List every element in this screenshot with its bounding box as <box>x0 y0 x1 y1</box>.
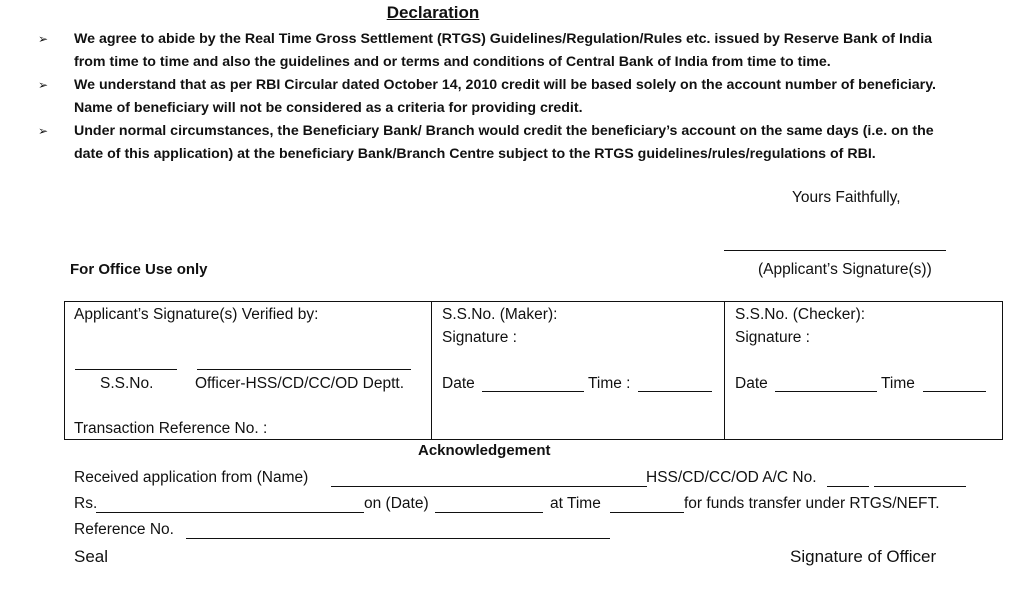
received-from-label: Received application from (Name) <box>74 469 309 486</box>
maker-time-line[interactable] <box>638 391 712 392</box>
verified-by-heading: Applicant’s Signature(s) Verified by: <box>74 306 319 323</box>
bullet-2-line-2: Name of beneficiary will not be considered as a criteria for providing credit. <box>74 100 583 116</box>
maker-date-label: Date <box>442 375 475 392</box>
acknowledgement-title: Acknowledgement <box>418 442 551 459</box>
ss-no-label: S.S.No. <box>100 375 154 392</box>
ss-no-signature-line[interactable] <box>75 369 177 370</box>
transaction-reference-label: Transaction Reference No. : <box>74 420 268 437</box>
checker-ss-no-label: S.S.No. (Checker): <box>735 306 866 323</box>
ac-no-label: HSS/CD/CC/OD A/C No. <box>646 469 817 486</box>
checker-time-label: Time <box>881 375 915 392</box>
amount-line[interactable] <box>96 512 364 513</box>
ac-no-line-1[interactable] <box>827 486 869 487</box>
checker-date-label: Date <box>735 375 768 392</box>
officer-dept-label: Officer-HSS/CD/CC/OD Deptt. <box>195 375 405 392</box>
officer-signature-line[interactable] <box>197 369 411 370</box>
maker-signature-label: Signature : <box>442 329 517 346</box>
checker-cell <box>725 302 1003 440</box>
bullet-1-line-2: from time to time and also the guidelines and or terms and conditions of Central Bank of India from time to time. <box>74 54 831 70</box>
applicant-signature-label: (Applicant’s Signature(s)) <box>758 261 932 278</box>
maker-cell <box>432 302 725 440</box>
reference-no-line[interactable] <box>186 538 610 539</box>
maker-time-label: Time : <box>588 375 631 392</box>
declaration-bullets <box>38 28 998 166</box>
checker-date-line[interactable] <box>775 391 877 392</box>
declaration-title: Declaration <box>386 3 480 22</box>
at-time-label: at Time <box>550 495 601 512</box>
applicant-signature-line[interactable] <box>724 250 946 251</box>
date-line[interactable] <box>435 512 543 513</box>
bullet-1-line-1: We agree to abide by the Real Time Gross Settlement (RTGS) Guidelines/Regulation/Rules etc. issued by Reserve Bank of India <box>74 31 933 47</box>
maker-date-line[interactable] <box>482 391 584 392</box>
declaration-bullet-2 <box>38 74 998 120</box>
arrow-bullet-icon: ➢ <box>38 78 49 92</box>
bullet-3-line-1: Under normal circumstances, the Beneficiary Bank/ Branch would credit the beneficiary’s account on the same days (i.e. on the <box>74 123 934 139</box>
declaration-bullet-1 <box>38 28 998 74</box>
bullet-3-line-2: date of this application) at the beneficiary Bank/Branch Centre subject to the RTGS guidelines/rules/regulations of RBI. <box>74 146 876 162</box>
reference-no-label: Reference No. <box>74 521 174 538</box>
signature-of-officer-label: Signature of Officer <box>790 547 937 566</box>
funds-transfer-label: for funds transfer under RTGS/NEFT. <box>684 495 940 512</box>
name-line[interactable] <box>331 486 647 487</box>
maker-ss-no-label: S.S.No. (Maker): <box>442 306 558 323</box>
ac-no-line-2[interactable] <box>874 486 966 487</box>
checker-time-line[interactable] <box>923 391 986 392</box>
on-date-label: on (Date) <box>364 495 429 512</box>
checker-signature-label: Signature : <box>735 329 810 346</box>
seal-label: Seal <box>74 547 109 566</box>
arrow-bullet-icon: ➢ <box>38 124 49 138</box>
declaration-bullet-3 <box>38 120 998 166</box>
time-line[interactable] <box>610 512 684 513</box>
rs-label: Rs. <box>74 495 98 512</box>
office-use-label: For Office Use only <box>70 261 208 278</box>
arrow-bullet-icon: ➢ <box>38 32 49 46</box>
bullet-2-line-1: We understand that as per RBI Circular dated October 14, 2010 credit will be based solely on the account number of beneficiary. <box>74 77 936 93</box>
verification-cell <box>65 302 432 440</box>
office-use-table <box>64 301 1003 440</box>
yours-faithfully: Yours Faithfully, <box>792 189 901 206</box>
